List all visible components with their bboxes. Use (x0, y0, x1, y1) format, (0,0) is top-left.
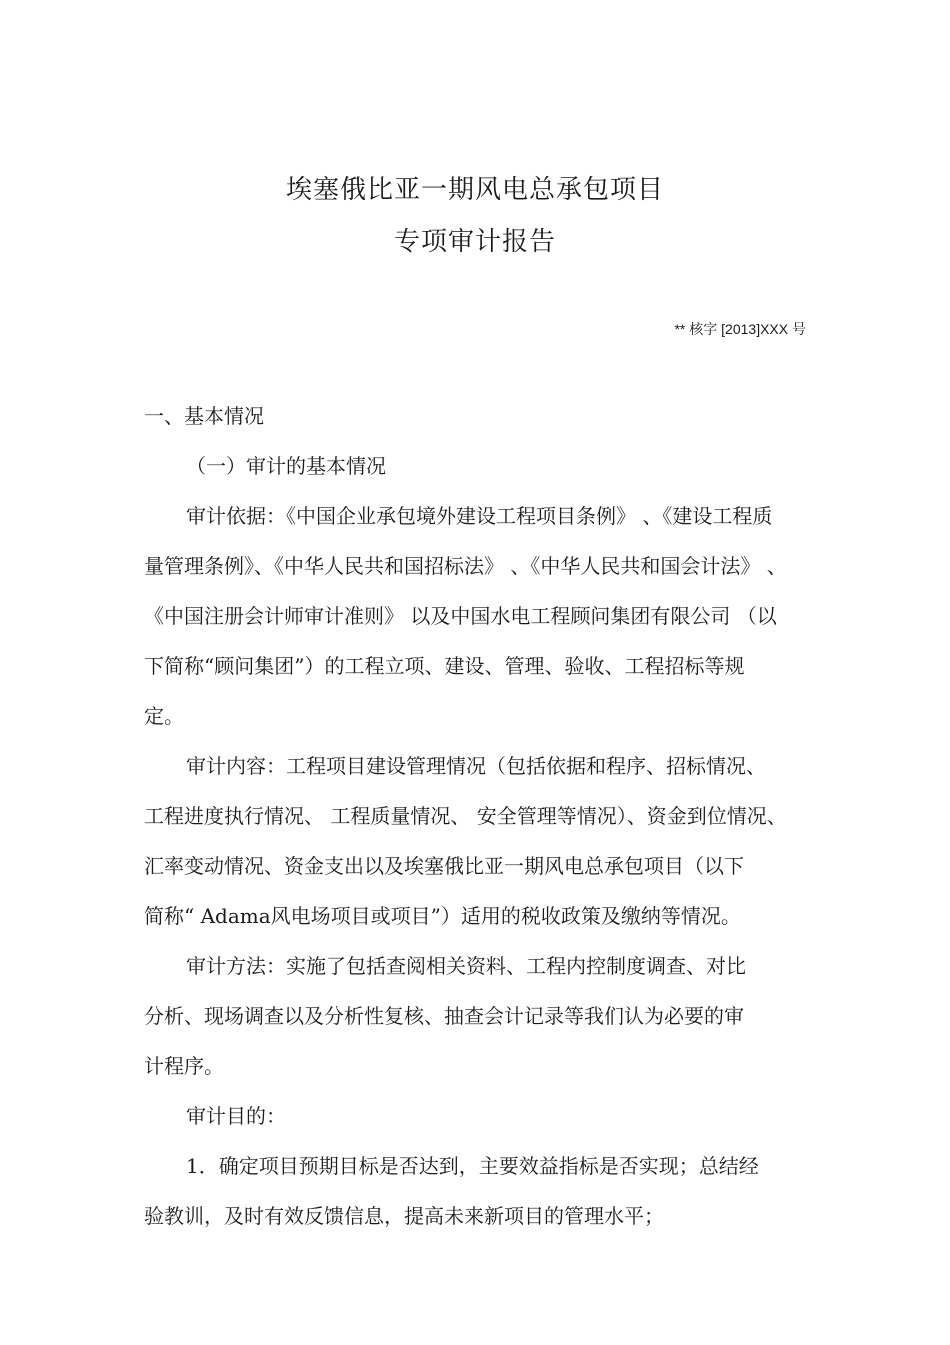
paragraph-line: 审计方法：实施了包括查阅相关资料、工程内控制度调查、对比 (186, 954, 746, 978)
paragraph-line: 审计内容：工程项目建设管理情况（包括依据和程序、招标情况、 (186, 754, 766, 778)
paragraph-line: 汇率变动情况、资金支出以及埃塞俄比亚一期风电总承包项目（以下 (144, 854, 744, 878)
paragraph-line: 工程进度执行情况、 工程质量情况、 安全管理等情况）、资金到位情况、 (144, 804, 787, 828)
paragraph-line: 《中国注册会计师审计准则》 以及中国水电工程顾问集团有限公司 （以 (144, 604, 777, 628)
subsection-heading: （一）审计的基本情况 (186, 454, 386, 478)
paragraph-line: 验教训，及时有效反馈信息，提高未来新项目的管理水平； (144, 1204, 664, 1228)
paragraph-line: 量管理条例》、《中华人民共和国招标法》 、《中华人民共和国会计法》 、 (144, 554, 787, 578)
paragraph-line: 分析、现场调查以及分析性复核、抽查会计记录等我们认为必要的审 (144, 1004, 744, 1028)
paragraph-line: 下简称“顾问集团”）的工程立项、建设、管理、验收、工程招标等规 (144, 654, 745, 678)
report-title: 埃塞俄比亚一期风电总承包项目 (285, 175, 664, 205)
paragraph-line: 简称“ Adama风电场项目或项目”）适用的税收政策及缴纳等情况。 (144, 904, 741, 928)
paragraph-line: 1．确定项目预期目标是否达到，主要效益指标是否实现；总结经 (186, 1154, 759, 1178)
paragraph-line: 审计目的： (186, 1104, 286, 1128)
paragraph-line: 审计依据：《中国企业承包境外建设工程项目条例》 、《建设工程质 (186, 504, 773, 528)
paragraph-line: 计程序。 (144, 1054, 224, 1078)
section-heading: 一、基本情况 (144, 404, 264, 428)
paragraph-line: 定。 (144, 704, 184, 728)
report-subtitle: 专项审计报告 (393, 227, 556, 257)
reference-number: ** 核字 [2013]XXX 号 (674, 321, 806, 337)
